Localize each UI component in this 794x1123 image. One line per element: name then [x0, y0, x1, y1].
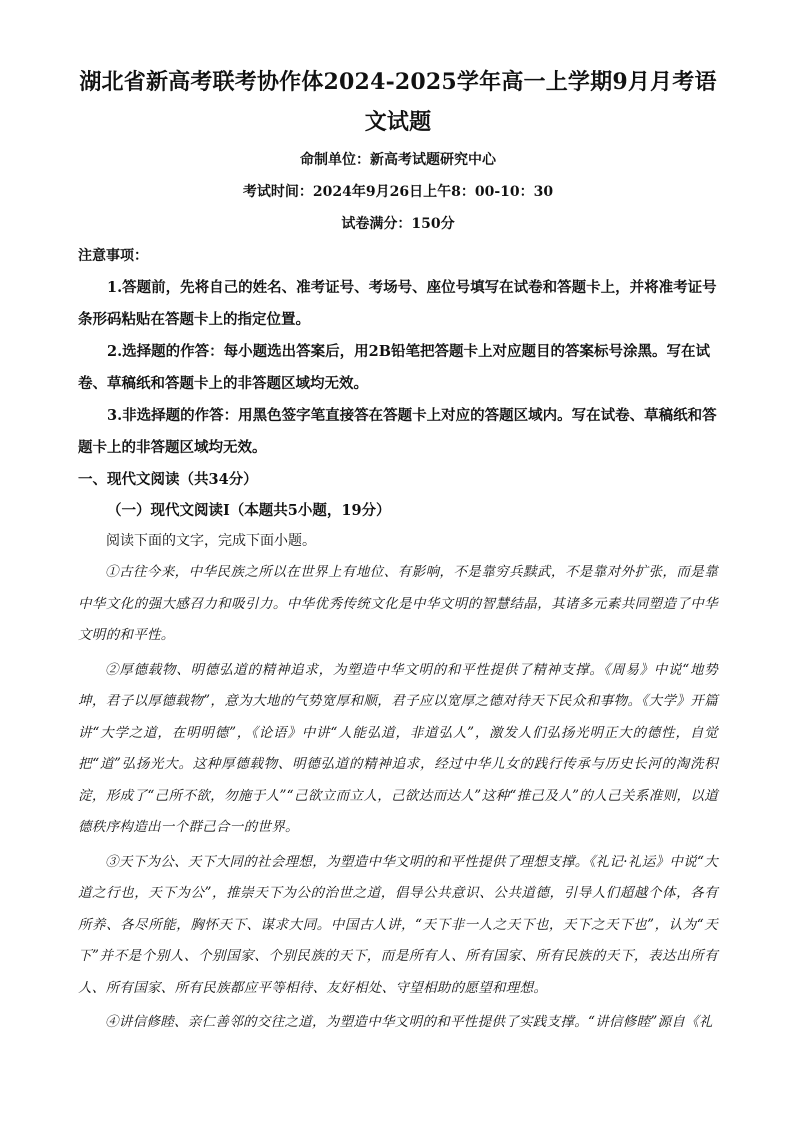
subsection-heading: （一）现代文阅读Ⅰ（本题共5小题，19分） [107, 502, 391, 519]
passage-paragraph-3: ③天下为公、天下大同的社会理想，为塑造中华文明的和平性提供了理想支撑。《礼记·礼运》中说“大道之行也，天下为公”，推崇天下为公的治世之道，倡导公共意识、公共道德，引导人们超越个体，各有所养、各尽所能，胸怀天下、谋求大同。中国古人讲，“天下非一人之天下也，天下之天下也”，认为“天下”并不是个别人、个别国家、个别民族的天下，而是所有人、所有国家、所有民族的天下，表达出所有人、所有国家、所有民族都应平等相待、友好相处、守望相助的愿望和理想。 [78, 853, 718, 996]
reading-instruction: 阅读下面的文字，完成下面小题。 [106, 533, 316, 549]
section-heading: 一、现代文阅读（共34分） [78, 471, 258, 488]
notice-item-1: 1.答题前，先将自己的姓名、准考证号、考场号、座位号填写在试卷和答题卡上，并将准考证号条形码粘贴在答题卡上的指定位置。 [78, 279, 717, 328]
notice-item-2: 2.选择题的作答：每小题选出答案后，用2B铅笔把答题卡上对应题目的答案标号涂黑。写在试卷、草稿纸和答题卡上的非答题区域均无效。 [78, 343, 710, 392]
notice-item-3: 3.非选择题的作答：用黑色签字笔直接答在答题卡上对应的答题区域内。写在试卷、草稿纸和答题卡上的非答题区域均无效。 [78, 407, 717, 456]
full-score-line: 试卷满分：150分 [341, 216, 455, 232]
compiler-line: 命制单位：新高考试题研究中心 [300, 152, 496, 168]
page-title: 湖北省新高考联考协作体2024-2025学年高一上学期9月月考语文试题 [79, 69, 717, 135]
exam-time-line: 考试时间：2024年9月26日上午8：00-10：30 [242, 184, 554, 200]
notice-heading: 注意事项： [78, 248, 148, 264]
passage-paragraph-2: ②厚德载物、明德弘道的精神追求，为塑造中华文明的和平性提供了精神支撑。《周易》中说“地势坤，君子以厚德载物”，意为大地的气势宽厚和顺，君子应以宽厚之德对待天下民众和事物。《大学》开篇讲“大学之道，在明明德”，《论语》中讲“人能弘道，非道弘人”，激发人们弘扬光明正大的德性，自觉把“道”弘扬光大。这种厚德载物、明德弘道的精神追求，经过中华儿女的践行传承与历史长河的淘洗积淀，形成了“己所不欲，勿施于人”“己欲立而立人，己欲达而达人”这种“推己及人”的人己关系准则，以道德秩序构造出一个群己合一的世界。 [78, 661, 718, 835]
passage-paragraph-1: ①古往今来，中华民族之所以在世界上有地位、有影响，不是靠穷兵黩武，不是靠对外扩张，而是靠中华文化的强大感召力和吸引力。中华优秀传统文化是中华文明的智慧结晶，其诸多元素共同塑造了中华文明的和平性。 [78, 564, 718, 643]
passage-paragraph-4: ④讲信修睦、亲仁善邻的交往之道，为塑造中华文明的和平性提供了实践支撑。“讲信修睦”源自《礼 [105, 1014, 713, 1030]
